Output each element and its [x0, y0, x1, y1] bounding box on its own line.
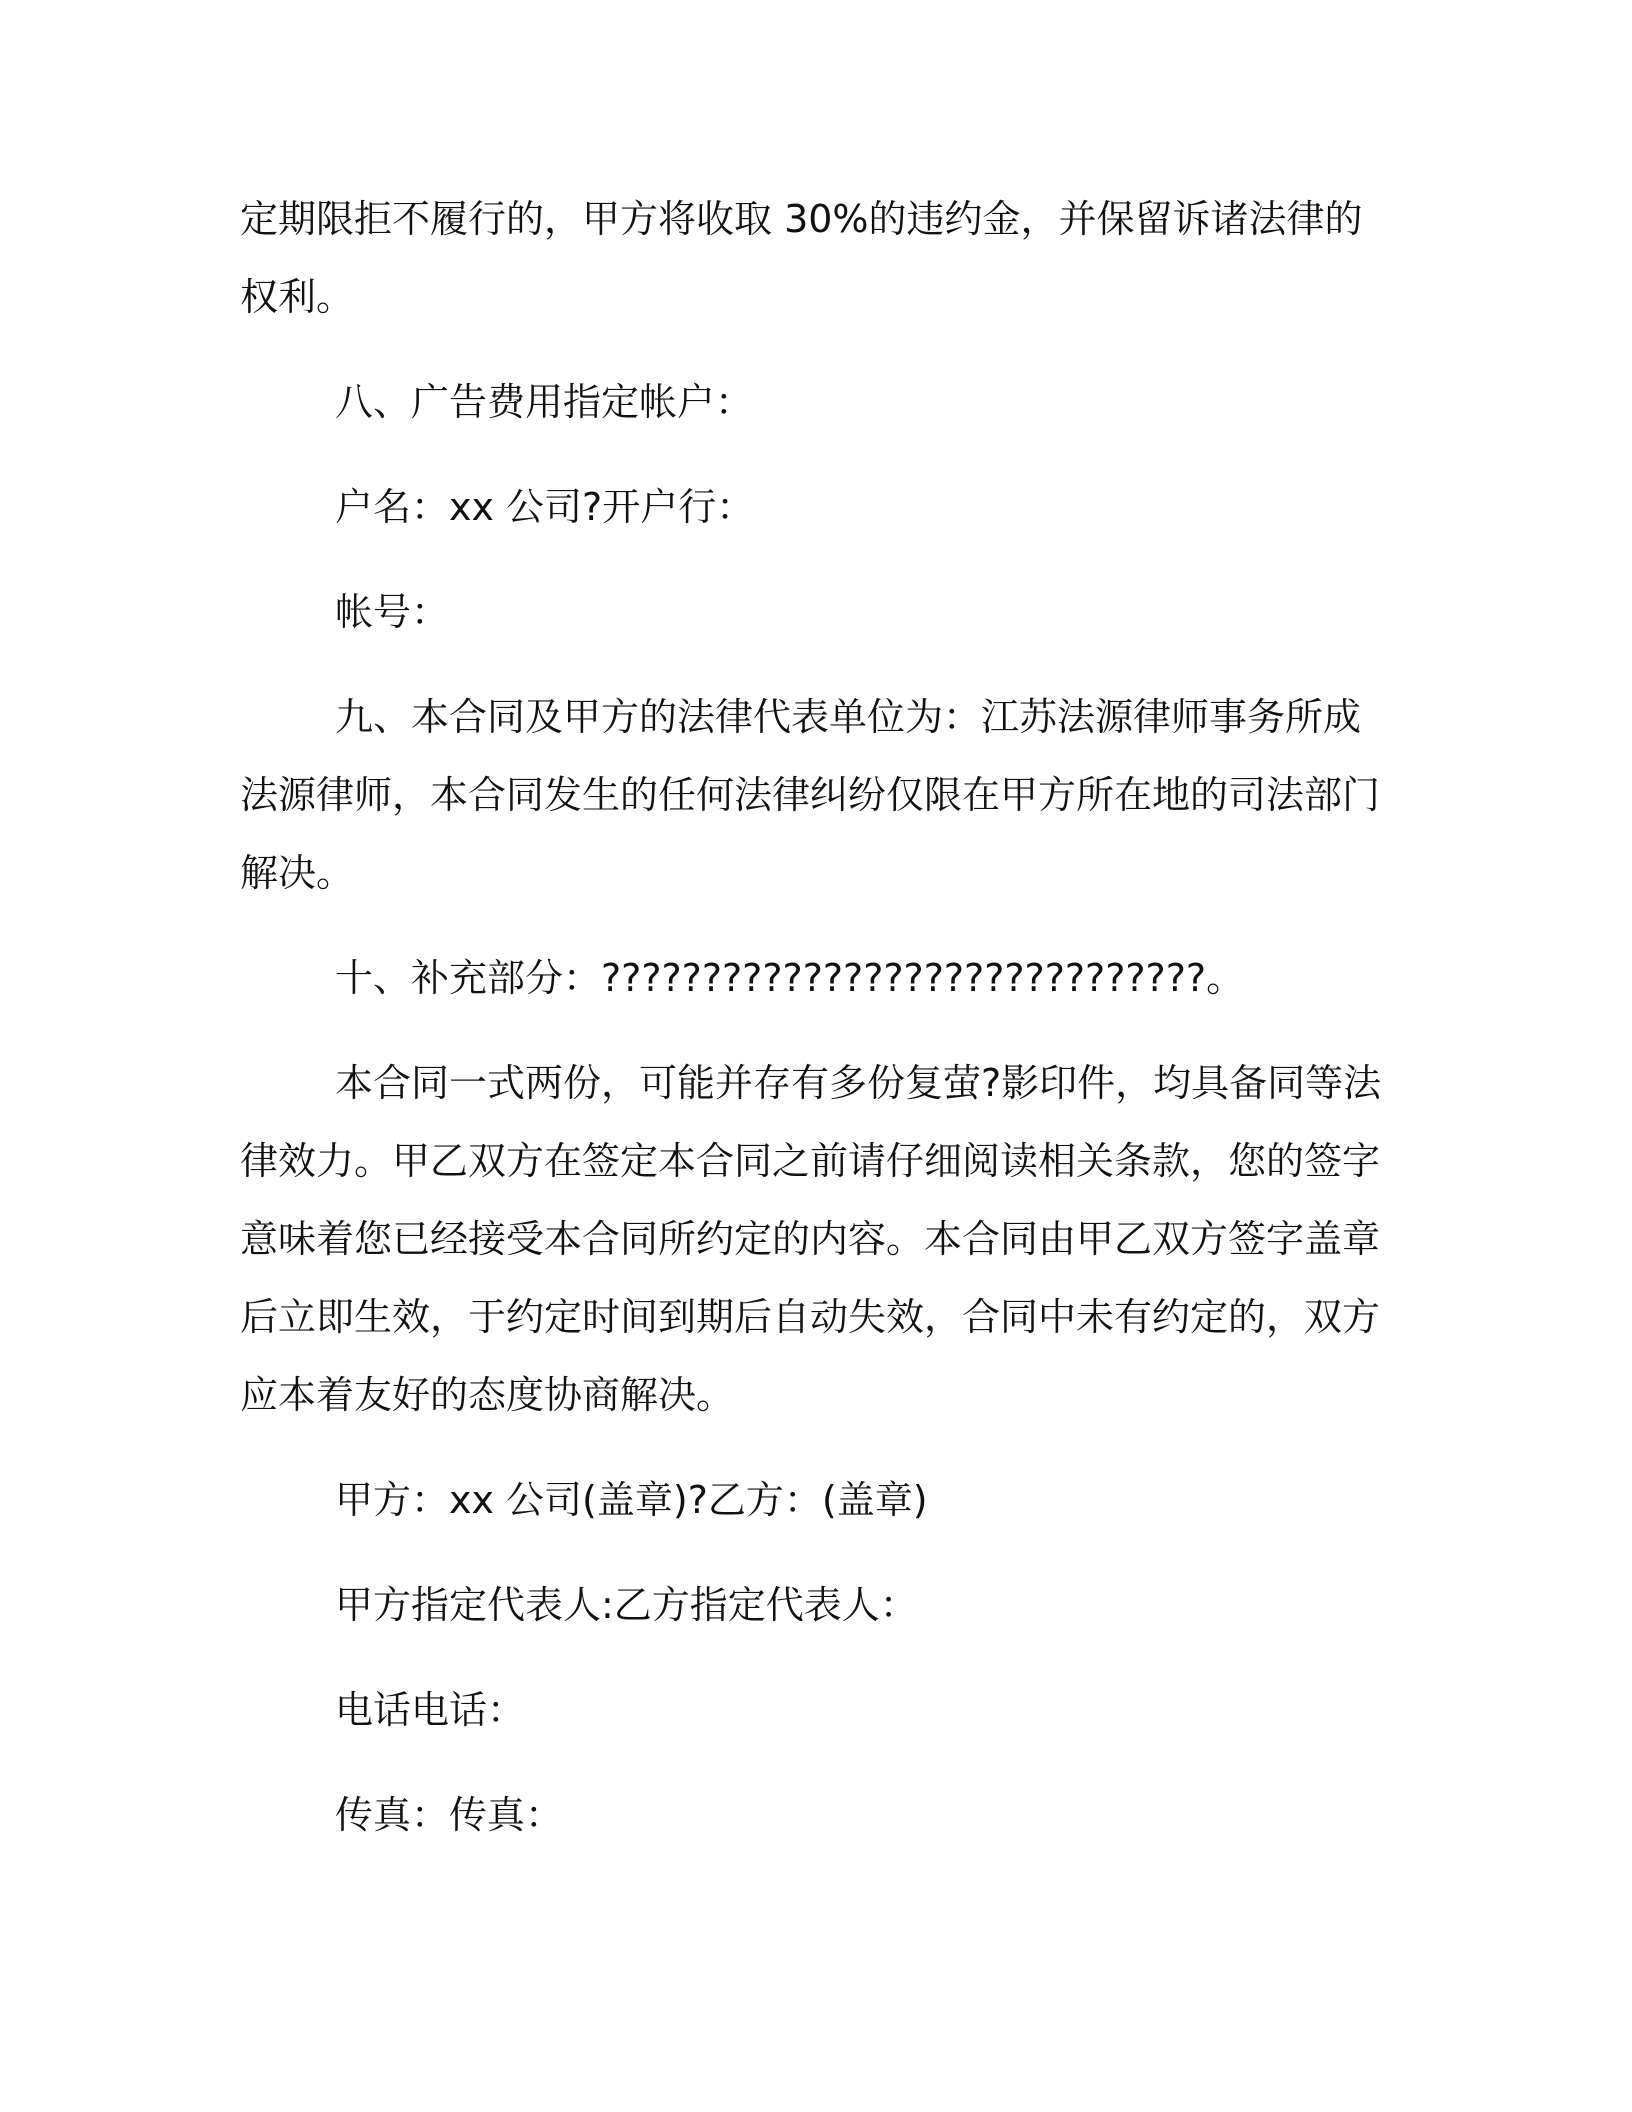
- signature-parties-line: 甲方：xx 公司(盖章)?乙方：(盖章): [335, 1478, 928, 1522]
- clause-10-paragraph: 十、补充部分：??????????????????????????????。: [335, 956, 1245, 1000]
- clause-9-paragraph: 九、本合同及甲方的法律代表单位为：江苏法源律师事务所成法源律师，本合同发生的任何法律纠纷仅限在甲方所在地的司法部门解决。: [240, 695, 1381, 895]
- representatives-line: 甲方指定代表人:乙方指定代表人：: [335, 1583, 918, 1627]
- closing-paragraph: 本合同一式两份，可能并存有多份复萤?影印件，均具备同等法律效力。甲乙双方在签定本合同之前请仔细阅读相关条款，您的签字意味着您已经接受本合同所约定的内容。本合同由甲乙双方签字盖章后立即生效，于约定时间到期后自动失效，合同中未有约定的，双方应本着友好的态度协商解决。: [240, 1061, 1382, 1417]
- account-number-line: 帐号：: [335, 590, 450, 634]
- paragraph-penalty-clause: 定期限拒不履行的，甲方将收取 30%的违约金，并保留诉诸法律的权利。: [240, 197, 1363, 319]
- fax-line: 传真：传真：: [335, 1793, 564, 1837]
- document-body: [240, 180, 1390, 1854]
- phone-line: 电话电话：: [335, 1688, 526, 1732]
- account-name-line: 户名：xx 公司?开户行：: [335, 485, 755, 529]
- clause-8-heading: 八、广告费用指定帐户：: [335, 380, 754, 424]
